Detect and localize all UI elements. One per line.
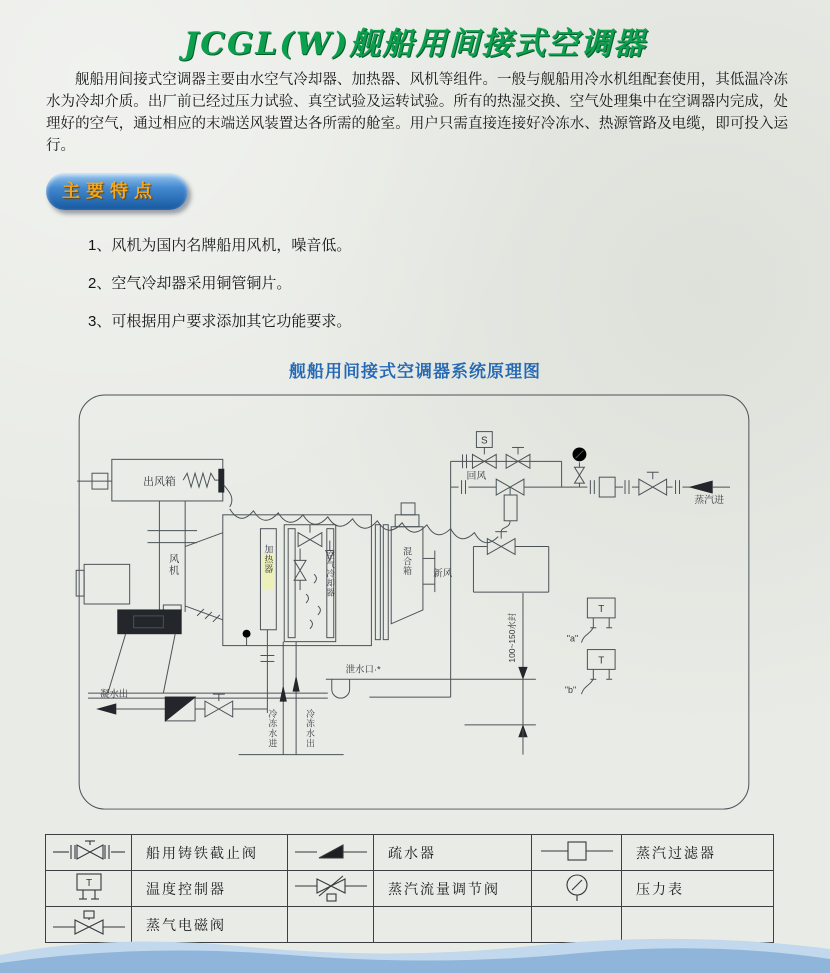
label-air-cooler: 空气冷却器: [325, 550, 336, 598]
footer-wave: [0, 933, 830, 973]
label-sensor-a: "a": [566, 633, 579, 644]
temp-controller-a: [567, 598, 615, 644]
steam-filter-icon: [599, 477, 615, 497]
system-diagram: [72, 390, 756, 816]
label-fresh-air: 新风: [433, 567, 453, 579]
legend-table: [45, 834, 774, 943]
diagram-title: 舰船用间接式空调器系统原理图: [289, 362, 541, 381]
pressure-gauge-icon: [532, 871, 622, 907]
temp-t-label-b: T: [598, 655, 605, 667]
drain-seal-group: [326, 593, 536, 754]
steam-piping-group: [369, 432, 730, 698]
u-trap-icon: [332, 679, 350, 698]
steam-trap-icon: [288, 835, 374, 871]
flexible-duct-icon: [224, 485, 498, 543]
label-return-air: 回风: [466, 471, 487, 483]
label-steam-in: 蒸汽进: [694, 494, 725, 506]
label-drain-port: 泄水口·*: [345, 663, 381, 675]
marine-stop-valve-icon: [46, 835, 132, 871]
mixing-box-group: [375, 503, 452, 640]
heater-group: [260, 529, 276, 713]
solenoid-s-label: S: [481, 435, 488, 447]
legend-label-steam-flow-valve: 蒸汽流量调节阀: [374, 871, 532, 907]
label-heater: 加热器: [263, 544, 274, 575]
condensate-arrow-icon: [98, 704, 116, 714]
page-title: JCGL(W)舰船用间接式空调器: [183, 26, 647, 62]
diagram-border: [79, 395, 749, 809]
features-banner-label: 主要特点: [62, 181, 158, 201]
feature-item-2: 2、空气冷却器采用铜管铜片。: [88, 275, 292, 292]
spring-connector-icon: [183, 473, 219, 487]
legend-row-2: [46, 871, 774, 907]
legend-label-stop-valve: 船用铸铁截止阀: [132, 835, 288, 871]
legend-label-solenoid-valve: 蒸气电磁阀: [132, 907, 288, 943]
feature-item-1: 1、风机为国内名牌船用风机，噪音低。: [88, 237, 352, 254]
feature-item-3: 3、可根据用户要求添加其它功能要求。: [88, 313, 352, 330]
fan-motor-group: [76, 564, 328, 698]
label-chilled-water-in: 冷冻水进: [267, 709, 278, 749]
svg-text:T: T: [85, 878, 92, 889]
stop-valve-loop-group: [473, 521, 548, 592]
features-banner: [46, 173, 188, 210]
label-chilled-water-out: 冷冻水出: [304, 709, 315, 749]
features-list: [88, 234, 830, 331]
label-condensate-out: 凝水出: [99, 688, 129, 700]
label-water-seal: 100~150水封: [507, 612, 518, 663]
label-outlet-box: 出风箱: [143, 476, 176, 489]
legend-label-steam-trap: 疏水器: [374, 835, 532, 871]
pressure-gauge-icon: [573, 447, 587, 487]
air-cooler-group: [284, 525, 336, 642]
fan-group: [148, 501, 223, 622]
steam-flow-valve-icon: [288, 871, 374, 907]
valve-actuator-icon: [504, 495, 517, 521]
outlet-box-group: [77, 459, 224, 501]
legend-label-temp-controller: 温度控制器: [132, 871, 288, 907]
temp-controller-b: [565, 650, 615, 696]
temp-t-label-a: T: [598, 603, 605, 615]
label-fan: 风机: [166, 553, 178, 577]
legend-label-steam-filter: 蒸汽过滤器: [622, 835, 774, 871]
steam-filter-icon: [532, 835, 622, 871]
label-sensor-b: "b": [564, 685, 577, 696]
temp-controller-icon: [46, 871, 132, 907]
legend-row-1: [46, 835, 774, 871]
steam-inlet-arrow-icon: [690, 481, 712, 493]
intro-paragraph: 舰船用间接式空调器主要由水空气冷却器、加热器、风机等组件。一般与舰船用冷水机组配套使用，其低温冷冻水为冷却介质。出厂前已经过压力试验、真空试验及运转试验。所有的热湿交换、空气处理集中在空调器内完成，处理好的空气，通过相应的末端送风装置达各所需的舱室。用户只需直接连接好冷冻水、热源管路及电缆，即可投入运行。: [46, 72, 788, 154]
legend-label-pressure-gauge: 压力表: [622, 871, 774, 907]
label-mixing-box: 混合箱: [402, 546, 413, 577]
